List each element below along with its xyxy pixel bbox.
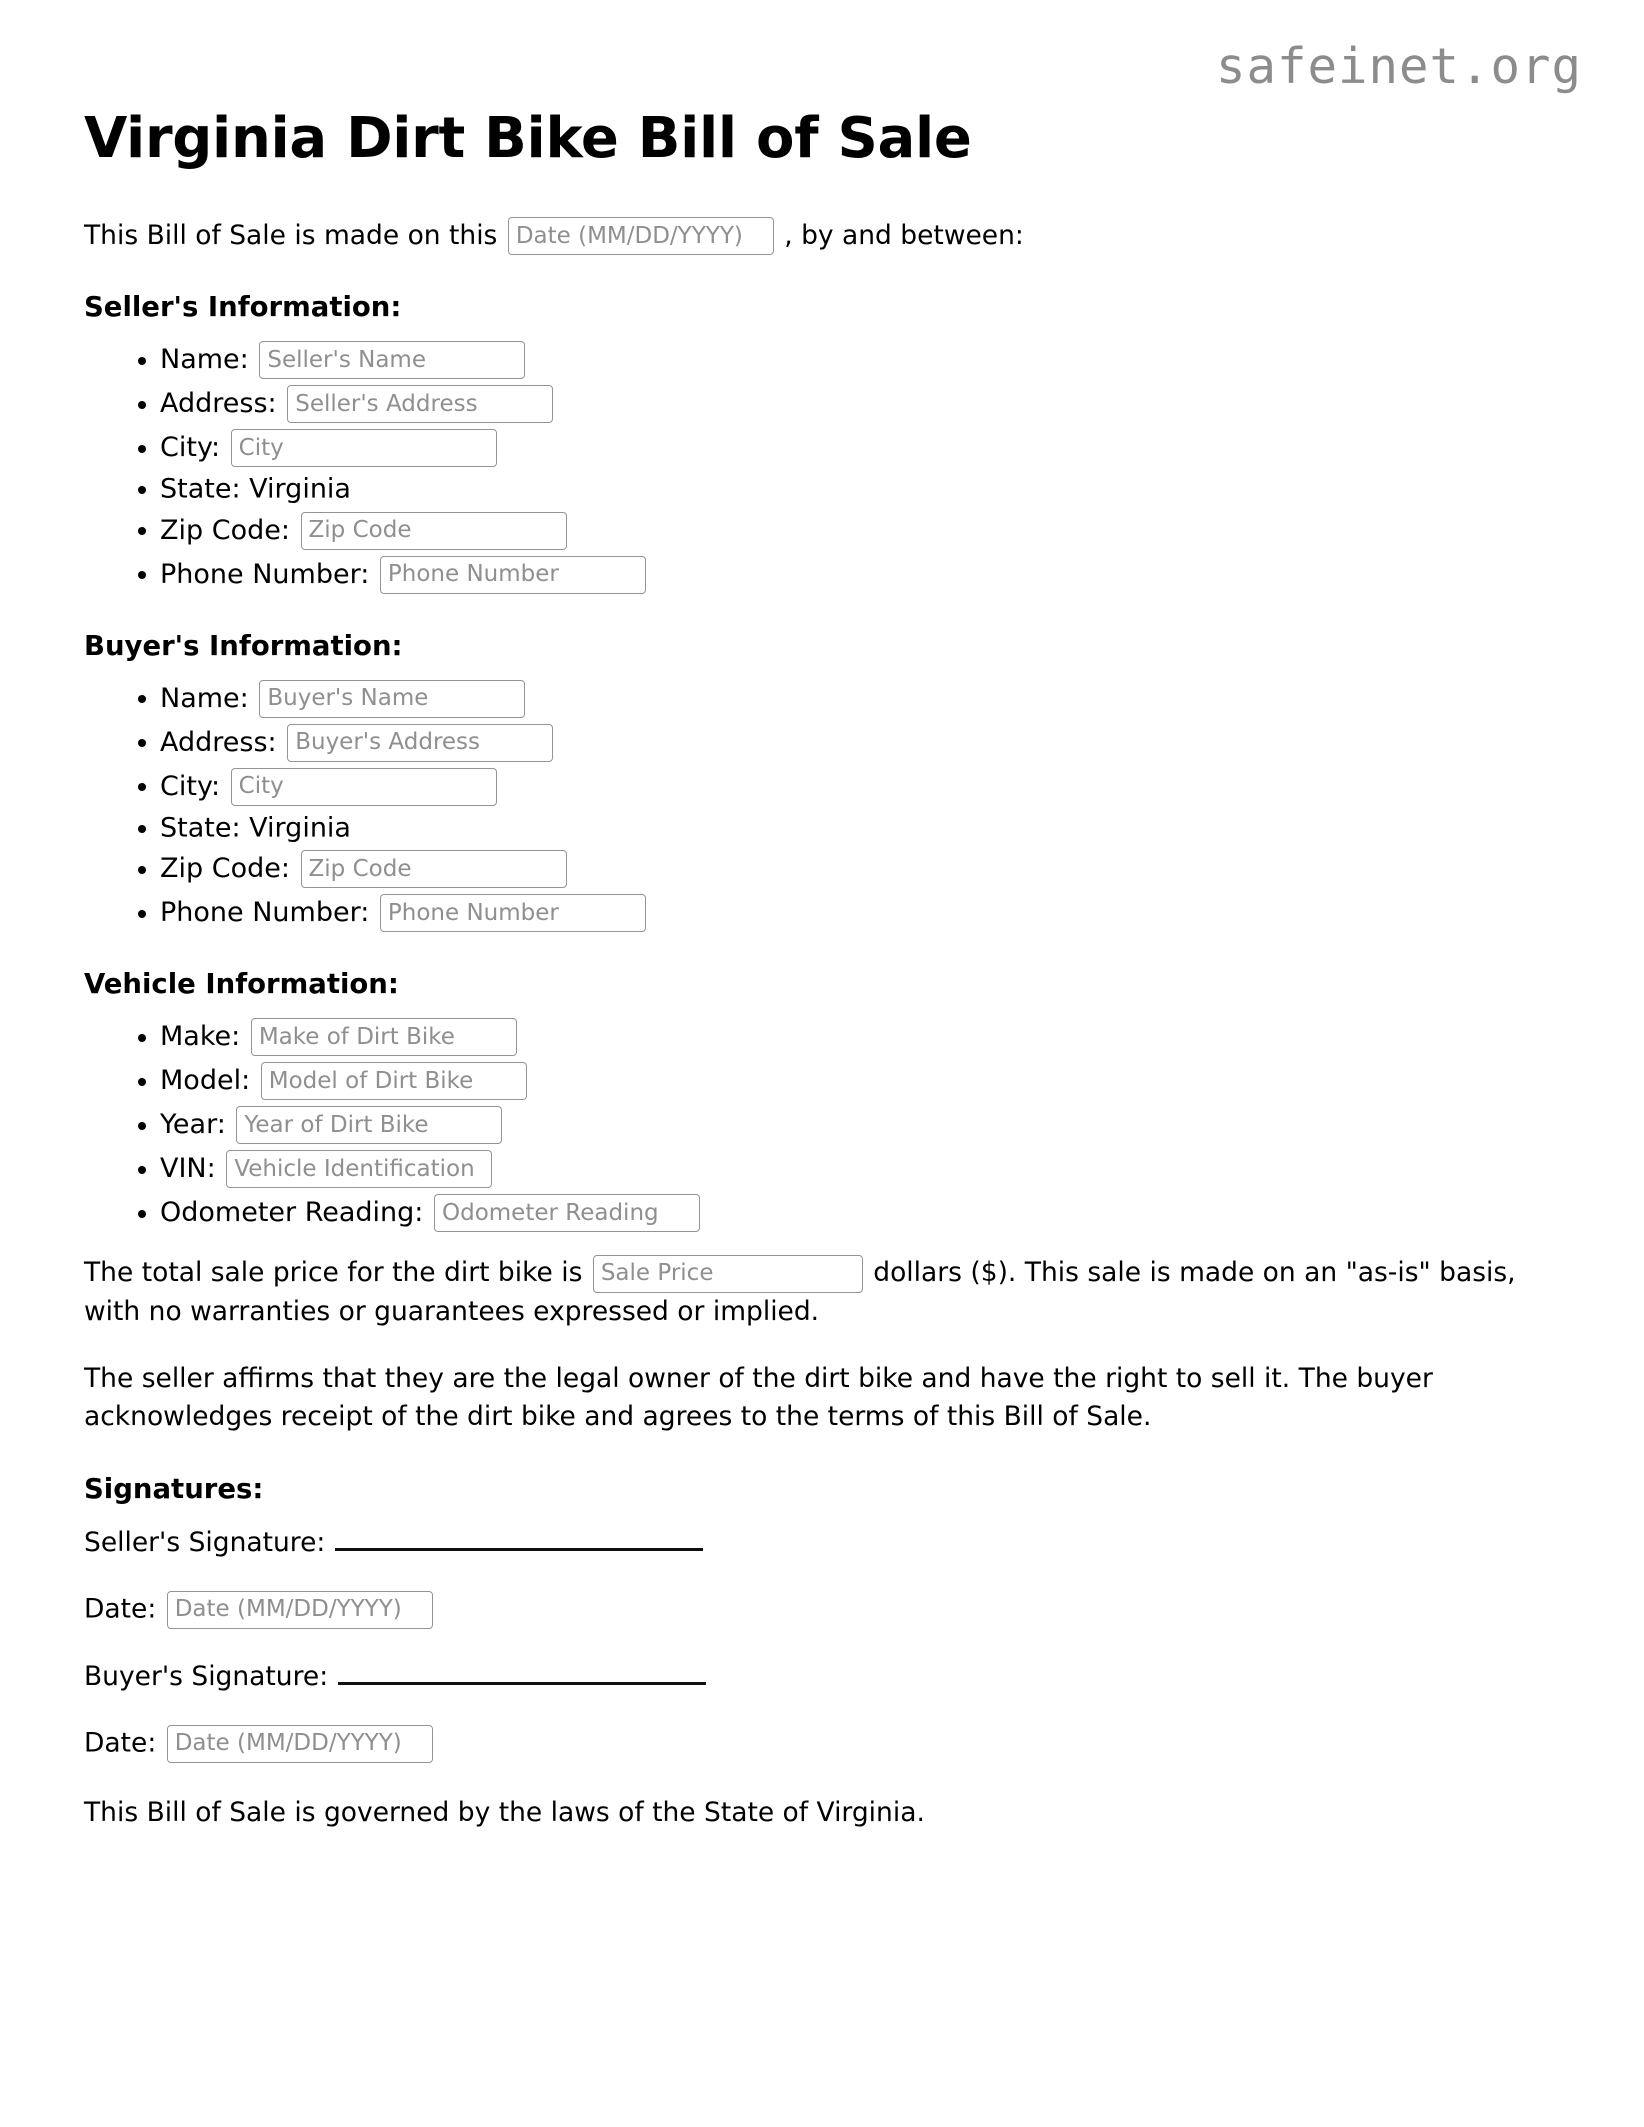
- buyer-address-label: Address:: [160, 726, 277, 758]
- buyer-city-label: City:: [160, 770, 221, 802]
- seller-address-input[interactable]: [287, 385, 553, 423]
- buyer-date-input[interactable]: [167, 1725, 433, 1763]
- sale-price-input[interactable]: [593, 1255, 863, 1293]
- buyer-zip-input[interactable]: [301, 850, 567, 888]
- site-watermark: safeinet.org: [1215, 38, 1582, 95]
- vehicle-model-label: Model:: [160, 1065, 251, 1097]
- buyer-phone-label: Phone Number:: [160, 897, 370, 929]
- affirmation-paragraph: The seller affirms that they are the legal owner of the dirt bike and have the right to sell it. The buyer acknowledges receipt of the dirt bike and agrees to the terms of this Bill of Sale.: [84, 1362, 1433, 1433]
- governing-law-paragraph: This Bill of Sale is governed by the laws of the State of Virginia.: [84, 1796, 925, 1828]
- seller-name-input[interactable]: [259, 341, 525, 379]
- buyer-date-row: [84, 1725, 1582, 1763]
- buyer-zip-label: Zip Code:: [160, 853, 290, 885]
- buyer-state-label: State:: [160, 812, 241, 844]
- list-item: [160, 473, 1582, 505]
- buyer-state-value: Virginia: [249, 812, 351, 844]
- signatures-section-heading: Signatures:: [84, 1473, 264, 1505]
- list-item: [160, 1018, 1582, 1056]
- buyer-name-input[interactable]: [259, 680, 525, 718]
- buyer-field-list: [84, 680, 1582, 932]
- intro-text-before: This Bill of Sale is made on this: [84, 219, 498, 251]
- seller-zip-input[interactable]: [301, 512, 567, 550]
- seller-zip-label: Zip Code:: [160, 514, 290, 546]
- agreement-date-input[interactable]: [508, 217, 774, 255]
- intro-text-after: , by and between:: [784, 219, 1024, 251]
- buyer-signature-line[interactable]: [338, 1657, 706, 1685]
- seller-state-value: Virginia: [249, 473, 351, 505]
- list-item: [160, 556, 1582, 594]
- buyer-city-input[interactable]: [231, 768, 497, 806]
- buyer-signature-row: [84, 1657, 1582, 1697]
- seller-date-input[interactable]: [167, 1591, 433, 1629]
- list-item: [160, 724, 1582, 762]
- vehicle-odometer-input[interactable]: [434, 1194, 700, 1232]
- seller-field-list: [84, 341, 1582, 593]
- seller-date-label: Date:: [84, 1593, 157, 1625]
- list-item: [160, 429, 1582, 467]
- vehicle-odometer-label: Odometer Reading:: [160, 1197, 424, 1229]
- list-item: [160, 894, 1582, 932]
- list-item: [160, 850, 1582, 888]
- buyer-phone-input[interactable]: [380, 894, 646, 932]
- vehicle-year-input[interactable]: [236, 1106, 502, 1144]
- vehicle-vin-label: VIN:: [160, 1153, 216, 1185]
- buyer-date-label: Date:: [84, 1727, 157, 1759]
- buyer-section-heading: Buyer's Information:: [84, 629, 403, 662]
- seller-section-heading: Seller's Information:: [84, 291, 402, 324]
- sale-price-text-after: dollars ($). This sale is made on an "as-is" basis, with no warranties or guarantees expressed or implied.: [84, 1257, 1516, 1327]
- seller-name-label: Name:: [160, 344, 249, 376]
- vehicle-year-label: Year:: [160, 1109, 226, 1141]
- vehicle-model-input[interactable]: [261, 1062, 527, 1100]
- seller-city-label: City:: [160, 432, 221, 464]
- intro-paragraph: [84, 217, 1544, 256]
- seller-phone-input[interactable]: [380, 556, 646, 594]
- list-item: [160, 341, 1582, 379]
- seller-city-input[interactable]: [231, 429, 497, 467]
- vehicle-make-input[interactable]: [251, 1018, 517, 1056]
- seller-address-label: Address:: [160, 388, 277, 420]
- list-item: [160, 812, 1582, 844]
- list-item: [160, 1194, 1582, 1232]
- seller-phone-label: Phone Number:: [160, 558, 370, 590]
- seller-signature-line[interactable]: [335, 1523, 703, 1551]
- page-title: Virginia Dirt Bike Bill of Sale: [84, 106, 972, 171]
- list-item: [160, 512, 1582, 550]
- buyer-signature-label: Buyer's Signature:: [84, 1661, 329, 1693]
- vehicle-field-list: [84, 1018, 1582, 1232]
- list-item: [160, 768, 1582, 806]
- list-item: [160, 1062, 1582, 1100]
- vehicle-make-label: Make:: [160, 1021, 241, 1053]
- list-item: [160, 385, 1582, 423]
- sale-price-text-before: The total sale price for the dirt bike is: [84, 1257, 583, 1289]
- vehicle-vin-input[interactable]: [226, 1150, 492, 1188]
- seller-signature-row: [84, 1523, 1582, 1563]
- list-item: [160, 1150, 1582, 1188]
- list-item: [160, 1106, 1582, 1144]
- vehicle-section-heading: Vehicle Information:: [84, 968, 399, 1001]
- buyer-name-label: Name:: [160, 682, 249, 714]
- sale-price-paragraph: [84, 1254, 1544, 1331]
- seller-signature-label: Seller's Signature:: [84, 1527, 326, 1559]
- buyer-address-input[interactable]: [287, 724, 553, 762]
- list-item: [160, 680, 1582, 718]
- seller-state-label: State:: [160, 473, 241, 505]
- seller-date-row: [84, 1591, 1582, 1629]
